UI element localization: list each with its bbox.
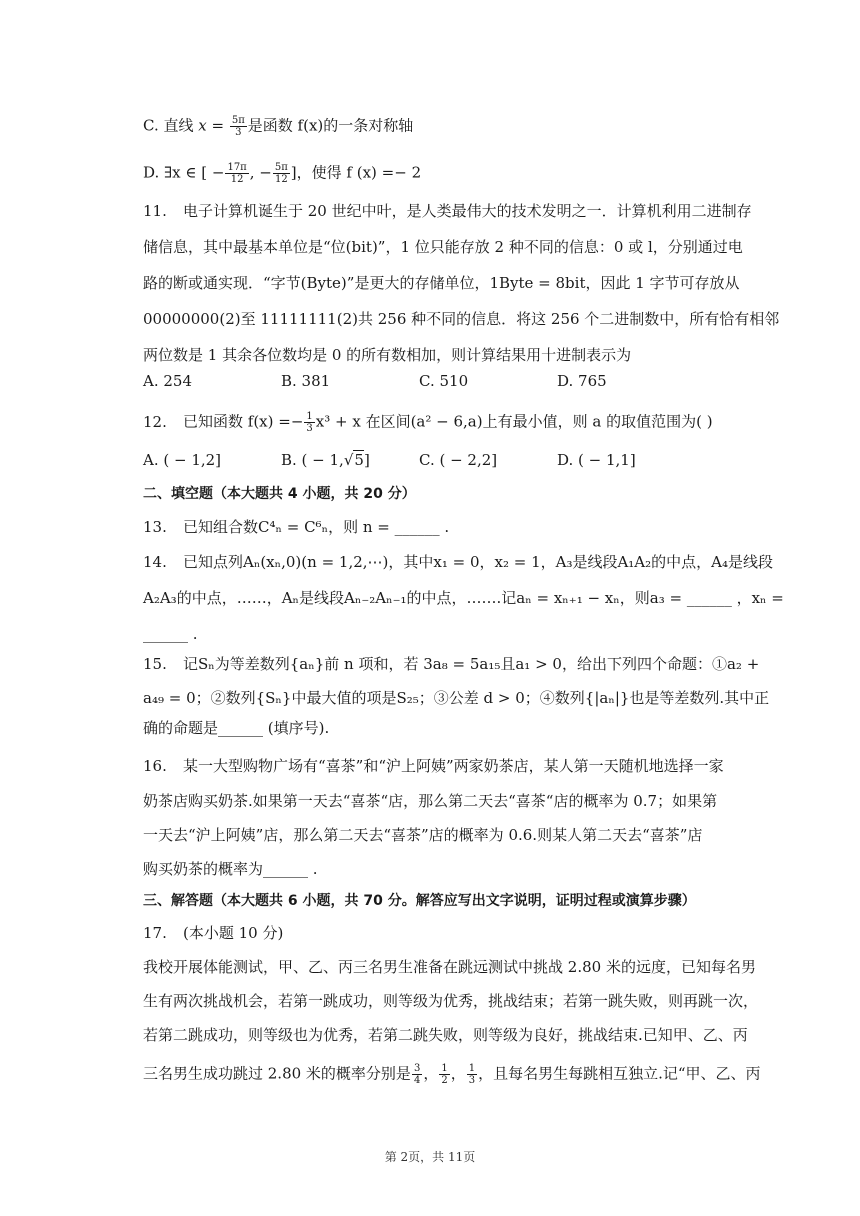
option-d-rest: ]，使得 f (x) =− 2 xyxy=(290,163,422,182)
option-d: D. 765 xyxy=(557,372,607,390)
q11-line-4 xyxy=(143,309,779,329)
option-b: B. ( − 1,√5] xyxy=(281,451,370,469)
q11-line-1 xyxy=(143,201,752,221)
fraction: $\frac{1}{2}$ xyxy=(441,1063,448,1086)
q12-text: 已知函数 f(x) =− xyxy=(183,412,304,431)
fraction: $\frac{1}{3}$ xyxy=(468,1063,476,1086)
q11-text: 储信息，其中最基本单位是“位(bit)”，1 位只能存放 2 种不同的信息：0 或 l，分别通过电 xyxy=(143,238,743,256)
q11-line-2 xyxy=(143,237,743,257)
q12-options xyxy=(143,450,695,470)
q11-text: 两位数是 1 其余各位数均是 0 的所有数相加，则计算结果用十进制表示为 xyxy=(143,346,632,364)
q17-text: 生有两次挑战机会，若第一跳成功，则等级为优秀，挑战结束；若第一跳失败，则再跳一次， xyxy=(143,992,759,1010)
q11-line-5 xyxy=(143,345,631,365)
q15-text: 确的命题是______ (填序号). xyxy=(143,719,330,737)
q17-text: 我校开展体能测试，甲、乙、丙三名男生准备在跳远测试中挑战 2.80 米的远度，已知每名男 xyxy=(143,958,756,976)
section-heading: 三、解答题（本大题共 6 小题，共 70 分。解答应写出文字说明，证明过程或演算步骤） xyxy=(143,893,696,909)
q12-text-rest: x³ + x 在区间(a² − 6,a)上有最小值，则 a 的取值范围为( ) xyxy=(315,412,713,431)
q17-text: 若第二跳成功，则等级也为优秀，若第二跳失败，则等级为良好，挑战结束.已知甲、乙、丙 xyxy=(143,1026,748,1044)
q13-line xyxy=(143,517,449,537)
q16-line-4 xyxy=(143,859,318,879)
q11-text: 00000000(2)至 11111111(2)共 256 种不同的信息．将这 256 个二进制数中，所有恰有相邻 xyxy=(143,310,780,328)
q17-head xyxy=(143,923,283,943)
section-heading: 二、填空题（本大题共 4 小题，共 20 分） xyxy=(143,486,416,502)
option-d-sep: , − xyxy=(249,163,272,182)
option-b: B. 381 xyxy=(281,372,331,390)
q15-line-1 xyxy=(143,654,759,674)
sqrt-symbol: √ xyxy=(343,451,354,469)
option-d: D. ( − 1,1] xyxy=(557,451,636,469)
q15-text: 记Sₙ为等差数列{aₙ}前 n 项和，若 3a₈ = 5a₁₅且a₁ > 0，给出下列四个命题：①a₂ + xyxy=(183,655,760,673)
q12-line xyxy=(143,411,713,434)
question-number: 11. xyxy=(143,202,167,220)
q16-line-2 xyxy=(143,791,717,811)
q14-text: ______ . xyxy=(143,625,198,643)
page-footer: 第 2页，共 11页 xyxy=(384,1150,476,1164)
fraction: $\frac{5\pi}{3}$ xyxy=(231,115,245,138)
option-c: C. ( − 2,2] xyxy=(419,451,498,469)
q14-line-3 xyxy=(143,624,198,644)
option-c: C. 510 xyxy=(419,372,469,390)
option-c-rest: 是函数 f(x)的一条对称轴 xyxy=(247,116,414,135)
q16-text: 一天去“沪上阿姨”店，那么第二天去“喜茶”店的概率为 0.6.则某人第二天去“喜茶”店 xyxy=(143,826,703,844)
q15-line-2 xyxy=(143,688,769,708)
q16-line-1 xyxy=(143,756,724,776)
question-number: 17. xyxy=(143,924,167,942)
question-number: 14. xyxy=(143,553,167,571)
q11-line-3 xyxy=(143,273,740,293)
option-c-text: C. 直线 xyxy=(143,116,199,135)
q17-line-1 xyxy=(143,957,756,977)
q17-text-rest: ，且每名男生每跳相互独立.记“甲、乙、丙 xyxy=(478,1064,761,1083)
q14-text: A₂A₃的中点，……，Aₙ是线段Aₙ₋₂Aₙ₋₁的中点，…….记aₙ = xₙ₊₁ − xₙ，则a₃ = ______ ，xₙ = xyxy=(143,589,784,607)
option-a: A. ( − 1,2] xyxy=(143,451,222,469)
q11-text: 路的断或通实现．“字节(Byte)”是更大的存储单位，1Byte = 8bit，因此 1 字节可存放从 xyxy=(143,274,740,292)
option-d-text: D. ∃x ∈ [ − xyxy=(143,163,225,182)
question-number: 12. xyxy=(143,412,167,431)
q13-text: 已知组合数C⁴ₙ = C⁶ₙ，则 n = ______ . xyxy=(183,518,450,536)
q16-text: 购买奶茶的概率为______ . xyxy=(143,860,318,878)
q17-line-2 xyxy=(143,991,758,1011)
question-number: 15. xyxy=(143,655,167,673)
q16-text: 奶茶店购买奶茶.如果第一天去“喜茶“店，那么第二天去“喜茶“店的概率为 0.7；如果第 xyxy=(143,792,718,810)
q17-line-4: 三名男生成功跳过 2.80 米的概率分别是 $\frac{3}{4}$ ， $\frac{1}{2}$ ， $\frac{1}{3}$ ，且每名男生每跳相互独立.记“甲、乙、丙 xyxy=(143,1063,761,1086)
question-number: 16. xyxy=(143,757,167,775)
fraction: $\frac{5\pi}{12}$ xyxy=(274,162,288,185)
q11-options xyxy=(143,371,695,391)
q17-line-3 xyxy=(143,1025,748,1045)
fraction: $\frac{17\pi}{12}$ xyxy=(227,162,247,185)
option-c-line xyxy=(143,115,413,138)
question-number: 13. xyxy=(143,518,167,536)
q17-text: 三名男生成功跳过 2.80 米的概率分别是 xyxy=(143,1064,411,1083)
q17-score: (本小题 10 分) xyxy=(183,924,284,942)
q15-line-3 xyxy=(143,718,329,738)
q14-line-2 xyxy=(143,588,784,608)
q16-text: 某一大型购物广场有“喜茶”和“沪上阿姨”两家奶茶店，某人第一天随机地选择一家 xyxy=(183,757,724,775)
q14-line-1 xyxy=(143,552,773,572)
q11-text: 电子计算机诞生于 20 世纪中叶，是人类最伟大的技术发明之一．计算机利用二进制存 xyxy=(183,202,752,220)
fraction: $\frac{1}{3}$ xyxy=(306,411,313,434)
option-a: A. 254 xyxy=(143,372,192,390)
option-d-line xyxy=(143,162,421,185)
q14-text: 已知点列Aₙ(xₙ,0)(n = 1,2,⋯)，其中x₁ = 0，x₂ = 1，A₃是线段A₁A₂的中点，A₄是线段 xyxy=(183,553,774,571)
fraction: $\frac{3}{4}$ xyxy=(413,1063,421,1086)
math-x: x = xyxy=(198,116,229,135)
q16-line-3 xyxy=(143,825,702,845)
q15-text: a₄₉ = 0；②数列{Sₙ}中最大值的项是S₂₅；③公差 d > 0；④数列{|aₙ|}也是等差数列.其中正 xyxy=(143,689,770,707)
